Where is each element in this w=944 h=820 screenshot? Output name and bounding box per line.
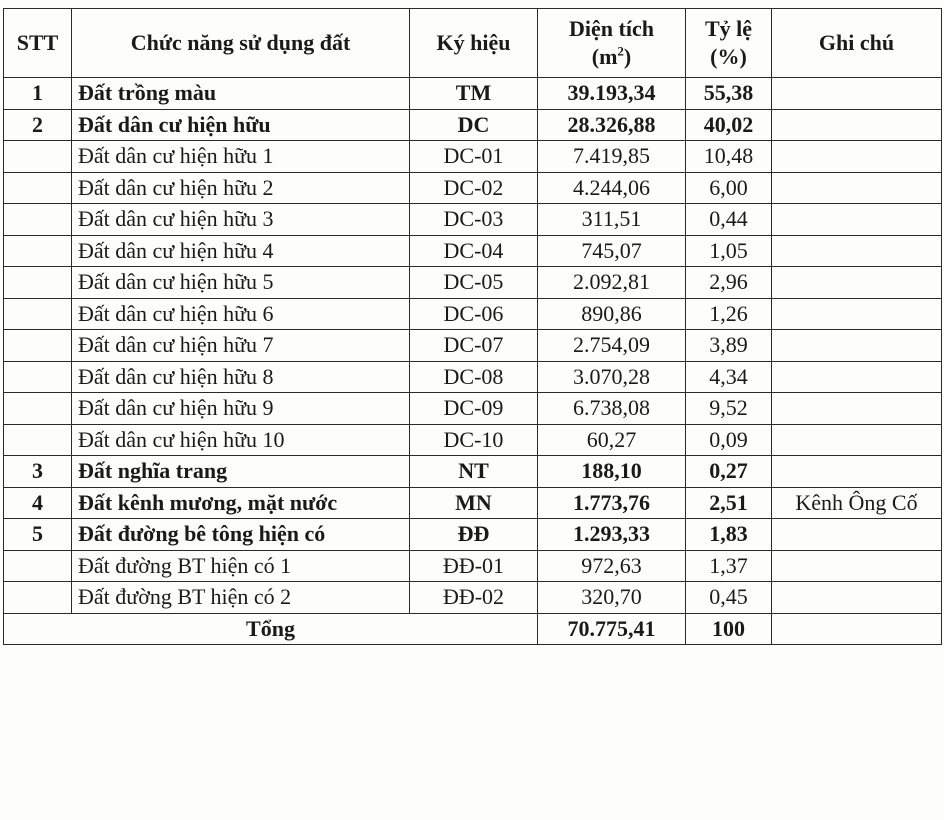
cell-code: DC-07 <box>410 330 538 362</box>
cell-stt <box>4 330 72 362</box>
cell-name: Đất nghĩa trang <box>72 456 410 488</box>
cell-stt: 3 <box>4 456 72 488</box>
cell-code: MN <box>410 487 538 519</box>
cell-ratio: 40,02 <box>686 109 772 141</box>
table-row <box>4 582 942 614</box>
table-row <box>4 519 942 551</box>
header-stt: STT <box>4 9 72 78</box>
cell-area: 7.419,85 <box>538 141 686 173</box>
cell-stt <box>4 361 72 393</box>
cell-area: 188,10 <box>538 456 686 488</box>
cell-code: DC-04 <box>410 235 538 267</box>
cell-note <box>772 393 942 425</box>
cell-area: 890,86 <box>538 298 686 330</box>
cell-note <box>772 235 942 267</box>
cell-area: 28.326,88 <box>538 109 686 141</box>
table-row <box>4 172 942 204</box>
cell-stt <box>4 235 72 267</box>
cell-ratio: 1,37 <box>686 550 772 582</box>
cell-code: DC-06 <box>410 298 538 330</box>
cell-code: NT <box>410 456 538 488</box>
table-row <box>4 78 942 110</box>
cell-code: DC-02 <box>410 172 538 204</box>
header-ratio <box>686 9 772 78</box>
cell-name: Đất dân cư hiện hữu 7 <box>72 330 410 362</box>
cell-name: Đất dân cư hiện hữu 4 <box>72 235 410 267</box>
cell-code: DC <box>410 109 538 141</box>
cell-note <box>772 109 942 141</box>
cell-name: Đất kênh mương, mặt nước <box>72 487 410 519</box>
cell-ratio: 0,45 <box>686 582 772 614</box>
cell-note <box>772 361 942 393</box>
cell-name: Đất dân cư hiện hữu 8 <box>72 361 410 393</box>
cell-area: 311,51 <box>538 204 686 236</box>
total-note <box>772 613 942 645</box>
cell-note <box>772 172 942 204</box>
cell-code: TM <box>410 78 538 110</box>
table-row <box>4 267 942 299</box>
total-area: 70.775,41 <box>538 613 686 645</box>
cell-name: Đất dân cư hiện hữu 10 <box>72 424 410 456</box>
cell-name: Đất đường bê tông hiện có <box>72 519 410 551</box>
cell-area: 6.738,08 <box>538 393 686 425</box>
total-label: Tổng <box>4 613 538 645</box>
cell-name: Đất dân cư hiện hữu 1 <box>72 141 410 173</box>
header-row <box>4 9 942 78</box>
cell-ratio: 0,09 <box>686 424 772 456</box>
cell-note <box>772 519 942 551</box>
cell-stt <box>4 204 72 236</box>
table-row <box>4 204 942 236</box>
cell-name: Đất dân cư hiện hữu 6 <box>72 298 410 330</box>
cell-area: 320,70 <box>538 582 686 614</box>
table-row <box>4 141 942 173</box>
cell-name: Đất dân cư hiện hữu 3 <box>72 204 410 236</box>
table-body <box>4 78 942 645</box>
cell-ratio: 0,44 <box>686 204 772 236</box>
table-row <box>4 298 942 330</box>
table-row <box>4 424 942 456</box>
cell-note <box>772 267 942 299</box>
table-row <box>4 109 942 141</box>
cell-note <box>772 78 942 110</box>
cell-note <box>772 141 942 173</box>
cell-code: DC-08 <box>410 361 538 393</box>
cell-name: Đất đường BT hiện có 2 <box>72 582 410 614</box>
cell-code: DC-05 <box>410 267 538 299</box>
header-note: Ghi chú <box>772 9 942 78</box>
cell-stt: 1 <box>4 78 72 110</box>
cell-ratio: 0,27 <box>686 456 772 488</box>
cell-code: ĐĐ <box>410 519 538 551</box>
cell-stt: 5 <box>4 519 72 551</box>
cell-area: 2.092,81 <box>538 267 686 299</box>
cell-stt <box>4 550 72 582</box>
cell-note <box>772 424 942 456</box>
header-symbol: Ký hiệu <box>410 9 538 78</box>
header-area <box>538 9 686 78</box>
cell-code: ĐĐ-02 <box>410 582 538 614</box>
table-row <box>4 361 942 393</box>
cell-ratio: 4,34 <box>686 361 772 393</box>
cell-note <box>772 204 942 236</box>
table-row <box>4 393 942 425</box>
cell-stt: 2 <box>4 109 72 141</box>
cell-stt <box>4 141 72 173</box>
header-function: Chức năng sử dụng đất <box>72 9 410 78</box>
table-row <box>4 456 942 488</box>
header-area-unit: $(m^2)$ <box>591 43 632 69</box>
header-area-label: Diện tích <box>569 16 654 41</box>
cell-note <box>772 456 942 488</box>
cell-area: 972,63 <box>538 550 686 582</box>
cell-ratio: 2,96 <box>686 267 772 299</box>
cell-area: 2.754,09 <box>538 330 686 362</box>
cell-area: 4.244,06 <box>538 172 686 204</box>
cell-name: Đất dân cư hiện hữu 2 <box>72 172 410 204</box>
cell-stt <box>4 393 72 425</box>
cell-area: 745,07 <box>538 235 686 267</box>
table-row <box>4 487 942 519</box>
cell-name: Đất dân cư hiện hữu 5 <box>72 267 410 299</box>
cell-code: DC-09 <box>410 393 538 425</box>
cell-area: 1.293,33 <box>538 519 686 551</box>
cell-name: Đất trồng màu <box>72 78 410 110</box>
total-row <box>4 613 942 645</box>
header-ratio-unit: (%) <box>710 44 747 69</box>
cell-name: Đất dân cư hiện hữu 9 <box>72 393 410 425</box>
cell-ratio: 1,05 <box>686 235 772 267</box>
cell-ratio: 2,51 <box>686 487 772 519</box>
cell-note <box>772 582 942 614</box>
cell-stt <box>4 582 72 614</box>
table-row <box>4 330 942 362</box>
cell-stt: 4 <box>4 487 72 519</box>
cell-code: DC-03 <box>410 204 538 236</box>
cell-ratio: 6,00 <box>686 172 772 204</box>
cell-area: 60,27 <box>538 424 686 456</box>
land-use-table <box>3 8 942 645</box>
cell-area: 3.070,28 <box>538 361 686 393</box>
cell-stt <box>4 172 72 204</box>
cell-code: DC-10 <box>410 424 538 456</box>
cell-code: DC-01 <box>410 141 538 173</box>
cell-ratio: 1,83 <box>686 519 772 551</box>
cell-ratio: 55,38 <box>686 78 772 110</box>
cell-note <box>772 550 942 582</box>
total-ratio: 100 <box>686 613 772 645</box>
header-ratio-label: Tỷ lệ <box>704 16 753 41</box>
cell-ratio: 9,52 <box>686 393 772 425</box>
table-row <box>4 550 942 582</box>
table-row <box>4 235 942 267</box>
cell-ratio: 10,48 <box>686 141 772 173</box>
cell-name: Đất dân cư hiện hữu <box>72 109 410 141</box>
cell-code: ĐĐ-01 <box>410 550 538 582</box>
cell-stt <box>4 298 72 330</box>
cell-stt <box>4 424 72 456</box>
cell-area: 39.193,34 <box>538 78 686 110</box>
cell-area: 1.773,76 <box>538 487 686 519</box>
cell-name: Đất đường BT hiện có 1 <box>72 550 410 582</box>
cell-stt <box>4 267 72 299</box>
table-header <box>4 9 942 78</box>
cell-note <box>772 298 942 330</box>
cell-ratio: 1,26 <box>686 298 772 330</box>
cell-ratio: 3,89 <box>686 330 772 362</box>
cell-note: Kênh Ông Cố <box>772 487 942 519</box>
cell-note <box>772 330 942 362</box>
